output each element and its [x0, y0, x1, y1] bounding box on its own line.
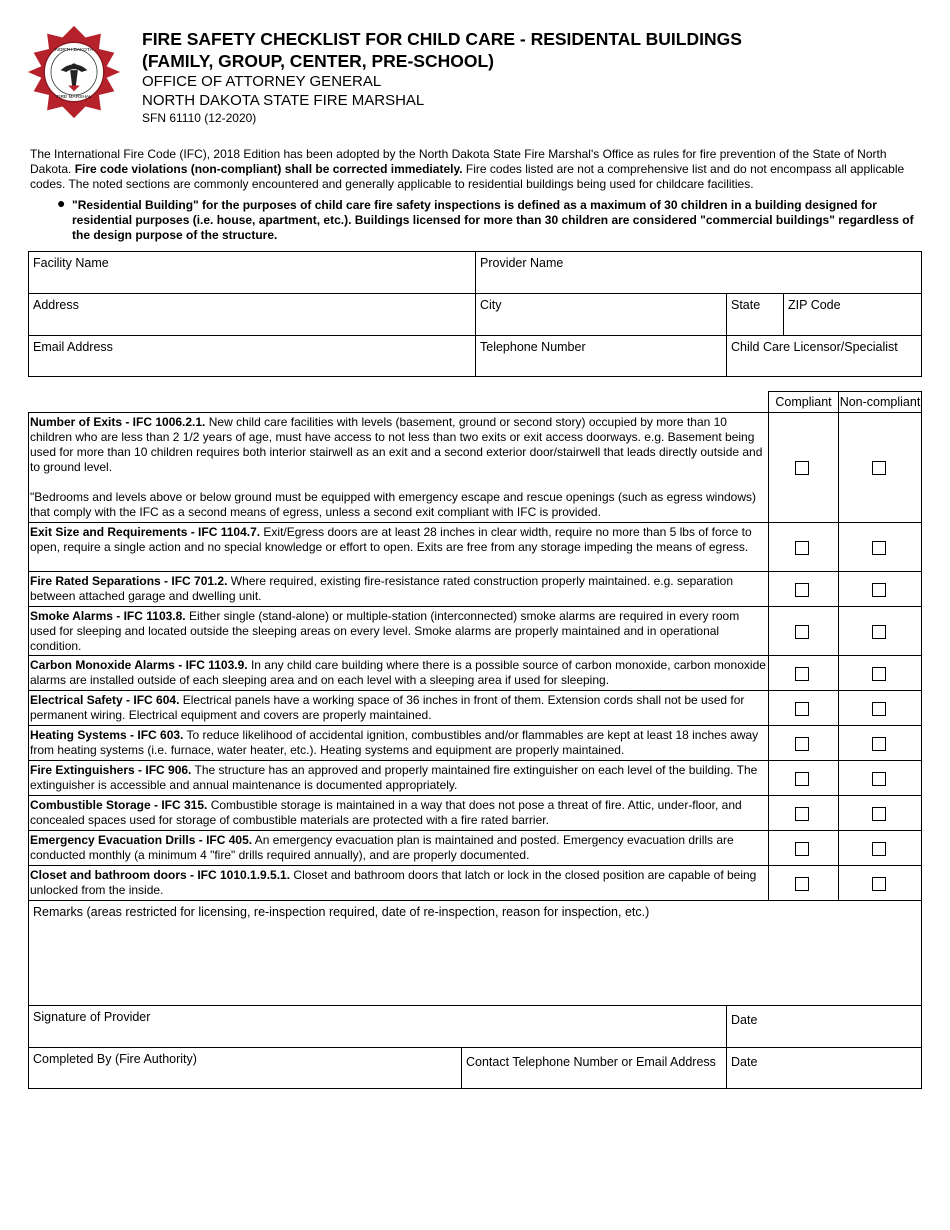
facility-info-table: [28, 251, 922, 377]
checklist-row: [28, 795, 922, 831]
city-field[interactable]: City: [480, 298, 502, 312]
logo-text-top: NORTH DAKOTA: [55, 47, 93, 53]
compliant-checkbox[interactable]: [795, 772, 809, 786]
checklist-row: [28, 865, 922, 901]
state-fire-marshal-seal-icon: [26, 24, 122, 120]
authority-date-field[interactable]: Date: [731, 1055, 758, 1069]
checklist-item-text: Closet and bathroom doors - IFC 1010.1.9.5.1. Closet and bathroom doors that latch or lock in the closed position are capable of being unlocked from the inside.: [30, 868, 757, 897]
noncompliant-checkbox[interactable]: [872, 625, 886, 639]
bullet-icon: ●: [57, 195, 66, 211]
noncompliant-checkbox[interactable]: [872, 737, 886, 751]
remarks-field[interactable]: [28, 901, 922, 1006]
checklist-item-text: Electrical Safety - IFC 604. Electrical panels have a working space of 36 inches in front of them. Extension cords shall not be used for permanent wiring. Electrical equipment and covers are properly maintained.: [30, 693, 745, 722]
contact-field[interactable]: Contact Telephone Number or Email Address: [466, 1055, 716, 1069]
provider-name-field[interactable]: Provider Name: [480, 256, 564, 270]
checklist-row: [28, 830, 922, 866]
checklist-row: [28, 760, 922, 796]
checklist-row: [28, 690, 922, 726]
compliant-checkbox[interactable]: [795, 667, 809, 681]
checklist-item-text: Exit Size and Requirements - IFC 1104.7. Exit/Egress doors are at least 28 inches in clear width, require no more than 5 lbs of force to open, require a single action and no special knowledge or effort to open. Exits are free from any storage impeding the means of egress.: [30, 525, 752, 554]
compliant-checkbox[interactable]: [795, 583, 809, 597]
compliant-checkbox[interactable]: [795, 461, 809, 475]
noncompliant-checkbox[interactable]: [872, 877, 886, 891]
noncompliant-header: Non-compliant: [838, 391, 922, 413]
facility-name-field[interactable]: Facility Name: [33, 256, 109, 270]
remarks-label: Remarks (areas restricted for licensing, re-inspection required, date of re-inspection, reason for inspection, etc.): [33, 905, 650, 919]
compliant-checkbox[interactable]: [795, 702, 809, 716]
title-line1: FIRE SAFETY CHECKLIST FOR CHILD CARE - RESIDENTAL BUILDINGS: [142, 29, 742, 49]
noncompliant-checkbox[interactable]: [872, 772, 886, 786]
compliant-checkbox[interactable]: [795, 625, 809, 639]
checklist-item-text: Carbon Monoxide Alarms - IFC 1103.9. In any child care building where there is a possible source of carbon monoxide, carbon monoxide alarms are installed outside of each sleeping area and on each level with a sleeping area if used for sleeping.: [30, 658, 766, 687]
checklist-row: [28, 655, 922, 691]
checklist-row: [28, 571, 922, 607]
checklist-item-text: Number of Exits - IFC 1006.2.1. New child care facilities with levels (basement, ground or second story) occupied by more than 10 children who are less than 2 1/2 years of age, must have access to not less than two exits or exit access doorways. e.g. Basement being used for more than 10 children requires both interior stairwell as an exit and a second exterior door/stairwell that leads directly outside and to ground level. "Bedrooms and levels above or below ground must be equipped with emergency escape and rescue openings (such as egress windows) that comply with the IFC as a second means of egress, unless a second exit compliant with IFC is provided.: [30, 415, 763, 519]
checklist-row: [28, 522, 922, 572]
noncompliant-checkbox[interactable]: [872, 807, 886, 821]
zip-field[interactable]: ZIP Code: [788, 298, 841, 312]
noncompliant-checkbox[interactable]: [872, 541, 886, 555]
checklist-item-text: Heating Systems - IFC 603. To reduce likelihood of accidental ignition, combustibles and/or flammables are kept at least 18 inches away from heating systems (i.e. furnace, water heater, etc.). Heating systems and equipment are properly maintained.: [30, 728, 759, 757]
checklist-item-text: Fire Rated Separations - IFC 701.2. Where required, existing fire-resistance rated construction properly maintained. e.g. separation between attached garage and dwelling unit.: [30, 574, 733, 603]
form-title: [142, 28, 742, 72]
checklist-row: [28, 725, 922, 761]
agency-block: [142, 72, 424, 110]
checklist-item-text: Emergency Evacuation Drills - IFC 405. An emergency evacuation plan is maintained and posted. Emergency evacuation drills are conducted monthly (a minimum 4 "fire" drills required annually), and are properly documented.: [30, 833, 734, 862]
provider-date-field[interactable]: Date: [731, 1013, 758, 1027]
compliant-header: Compliant: [768, 391, 839, 413]
agency-name: NORTH DAKOTA STATE FIRE MARSHAL: [142, 92, 425, 109]
completed-by-field[interactable]: Completed By (Fire Authority): [33, 1052, 197, 1066]
provider-signature-field[interactable]: Signature of Provider: [33, 1010, 151, 1024]
email-field[interactable]: Email Address: [33, 340, 113, 354]
logo-text-bottom: FIRE MARSHAL: [56, 94, 92, 100]
intro-paragraph: The International Fire Code (IFC), 2018 Edition has been adopted by the North Dakota State Fire Marshal's Office as rules for fire prevention of the State of North Dakota. Fire code violations (non-compliant) shall be corrected immediately. Fire codes listed are not a comprehensive list and do not encompass all applicable codes. The noted sections are commonly encountered and generally applicable to residential buildings being used for childcare facilities.: [30, 147, 905, 191]
noncompliant-checkbox[interactable]: [872, 702, 886, 716]
state-field[interactable]: State: [731, 298, 761, 312]
compliant-checkbox[interactable]: [795, 842, 809, 856]
title-line2: (FAMILY, GROUP, CENTER, PRE-SCHOOL): [142, 51, 494, 71]
checklist-row: [28, 412, 922, 523]
checklist-item-text: Combustible Storage - IFC 315. Combustible storage is maintained in a way that does not pose a threat of fire. Attic, under-floor, and concealed spaces used for storage of combustible materials are protected with a fire rated barrier.: [30, 798, 742, 827]
licensor-field[interactable]: Child Care Licensor/Specialist: [731, 340, 898, 354]
checklist-row: [28, 606, 922, 656]
form-number: SFN 61110 (12-2020): [142, 111, 257, 125]
compliant-checkbox[interactable]: [795, 807, 809, 821]
compliant-checkbox[interactable]: [795, 877, 809, 891]
noncompliant-checkbox[interactable]: [872, 583, 886, 597]
office-name: OFFICE OF ATTORNEY GENERAL: [142, 73, 382, 90]
address-field[interactable]: Address: [33, 298, 79, 312]
noncompliant-checkbox[interactable]: [872, 667, 886, 681]
checklist-item-text: Fire Extinguishers - IFC 906. The structure has an approved and properly maintained fire extinguisher on each level of the building. The extinguisher is accessible and annual maintenance is documented appropriately.: [30, 763, 758, 792]
telephone-field[interactable]: Telephone Number: [480, 340, 586, 354]
residential-definition: "Residential Building" for the purposes of child care fire safety inspections is defined as a maximum of 30 children in a building designed for residential purposes (i.e. house, apartment, etc.). Buildings licensed for more than 30 children are considered "commercial buildings" regardless of the design purpose of the structure.: [72, 198, 914, 242]
noncompliant-checkbox[interactable]: [872, 842, 886, 856]
checklist-item-text: Smoke Alarms - IFC 1103.8. Either single (stand-alone) or multiple-station (interconnected) smoke alarms are required in every room used for sleeping and located outside the sleeping areas on every level. Smoke alarms are properly maintained and in operational condition.: [30, 609, 740, 653]
noncompliant-checkbox[interactable]: [872, 461, 886, 475]
compliant-checkbox[interactable]: [795, 541, 809, 555]
signature-table: [28, 1005, 922, 1089]
compliant-checkbox[interactable]: [795, 737, 809, 751]
